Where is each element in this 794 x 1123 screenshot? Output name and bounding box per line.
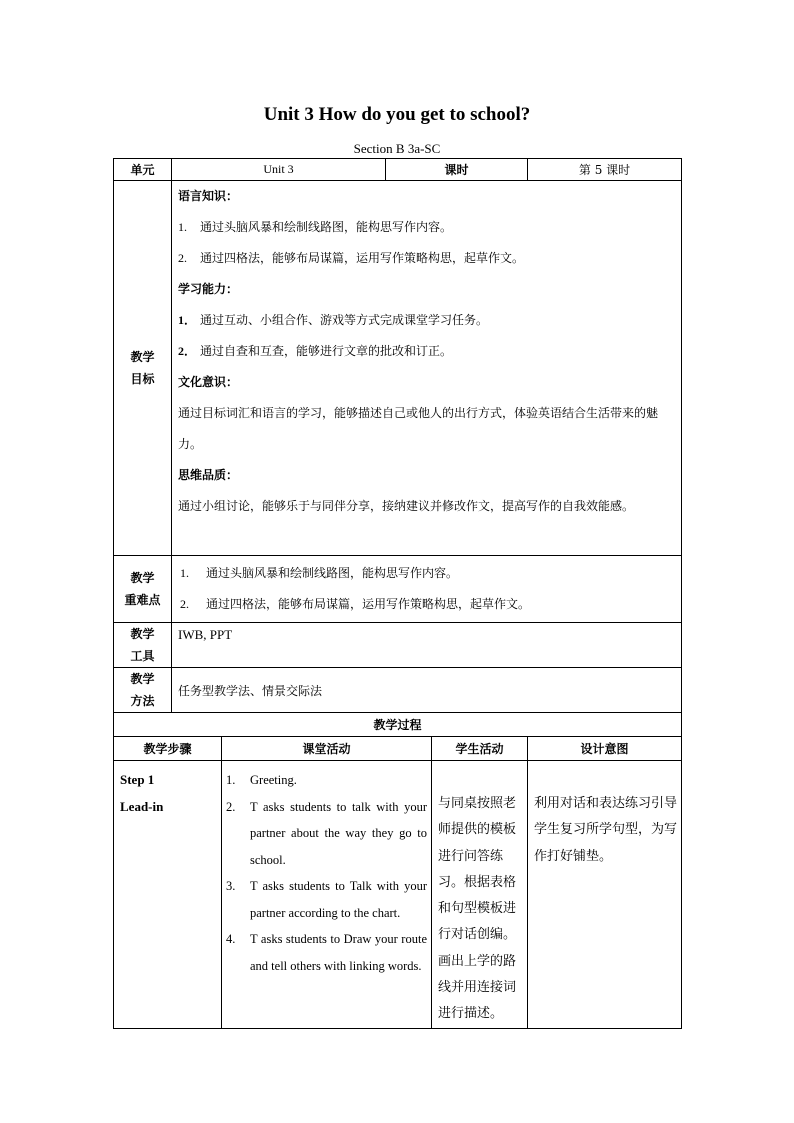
- tools-label: [114, 623, 172, 668]
- col-design-header: 设计意图: [528, 737, 682, 761]
- col-activity-header: 课堂活动: [222, 737, 432, 761]
- key-points-content: [172, 556, 682, 623]
- language-heading: 语言知识：: [178, 189, 239, 203]
- activity-item-4: 4. T asks students to Draw your route and tell others with linking words.: [226, 932, 427, 973]
- ability-item-1: 1． 通过互动、小组合作、游戏等方式完成课堂学习任务。: [178, 313, 489, 327]
- methods-label: [114, 668, 172, 713]
- methods-label-text: 教学 方法: [130, 672, 155, 708]
- lesson-plan-table: [113, 158, 682, 1029]
- language-item-1: 1. 通过头脑风暴和绘制线路图，能构思写作内容。: [178, 220, 453, 234]
- key-point-2: 2. 通过四格法，能够布局谋篇，运用写作策略构思，起草作文。: [180, 597, 531, 611]
- key-points-label: [114, 556, 172, 623]
- document-title: Unit 3 How do you get to school?: [263, 104, 531, 125]
- activity-item-3: 3. T asks students to Talk with your partner according to the chart.: [226, 879, 427, 920]
- period-label-cell: 课时: [386, 159, 528, 181]
- objectives-content: [172, 181, 682, 556]
- objectives-label: [114, 181, 172, 556]
- thinking-heading: 思维品质：: [178, 468, 239, 482]
- key-points-label-text: 教学 重难点: [124, 571, 161, 607]
- student-activities-cell: 与同桌按照老师提供的模板进行问答练习。根据表格和句型模板进行对话创编。画出上学的路线并用连接词进行描述。: [432, 761, 528, 1029]
- activity-item-2: 2. T asks students to talk with your partner about the way they go to school.: [226, 799, 427, 867]
- tools-value: IWB, PPT: [172, 623, 682, 668]
- methods-value: 任务型教学法、情景交际法: [172, 668, 682, 713]
- design-intent-cell: 利用对话和表达练习引导学生复习所学句型，为写作打好铺垫。: [528, 761, 682, 1029]
- col-step-header: 教学步骤: [114, 737, 222, 761]
- step-cell: [114, 761, 222, 1029]
- objectives-label-text: 教学 目标: [130, 350, 155, 386]
- thinking-text: 通过小组讨论，能够乐于与同伴分享，接纳建议并修改作文，提高写作的自我效能感。: [178, 499, 635, 513]
- language-item-2: 2. 通过四格法，能够布局谋篇，运用写作策略构思，起草作文。: [178, 251, 525, 265]
- step-name: Lead-in: [120, 798, 164, 814]
- culture-heading: 文化意识：: [178, 375, 239, 389]
- document-subtitle: Section B 3a-SC: [353, 141, 441, 156]
- key-point-1: 1. 通过头脑风暴和绘制线路图，能构思写作内容。: [180, 566, 459, 580]
- tools-label-text: 教学 工具: [130, 627, 155, 663]
- activity-item-1: 1. Greeting.: [226, 773, 297, 787]
- ability-heading: 学习能力：: [178, 282, 239, 296]
- process-heading: 教学过程: [114, 713, 682, 737]
- unit-label-cell: 单元: [114, 159, 172, 181]
- col-student-header: 学生活动: [432, 737, 528, 761]
- ability-item-2: 2． 通过自查和互查，能够进行文章的批改和订正。: [178, 344, 453, 358]
- unit-value-cell: Unit 3: [172, 159, 386, 181]
- step-number: Step 1: [120, 772, 155, 787]
- period-value-cell: 第 5 课时: [528, 159, 682, 181]
- activities-cell: [222, 761, 432, 1029]
- culture-text: 通过目标词汇和语言的学习，能够描述自己或他人的出行方式，体验英语结合生活带来的魅力。: [178, 406, 659, 451]
